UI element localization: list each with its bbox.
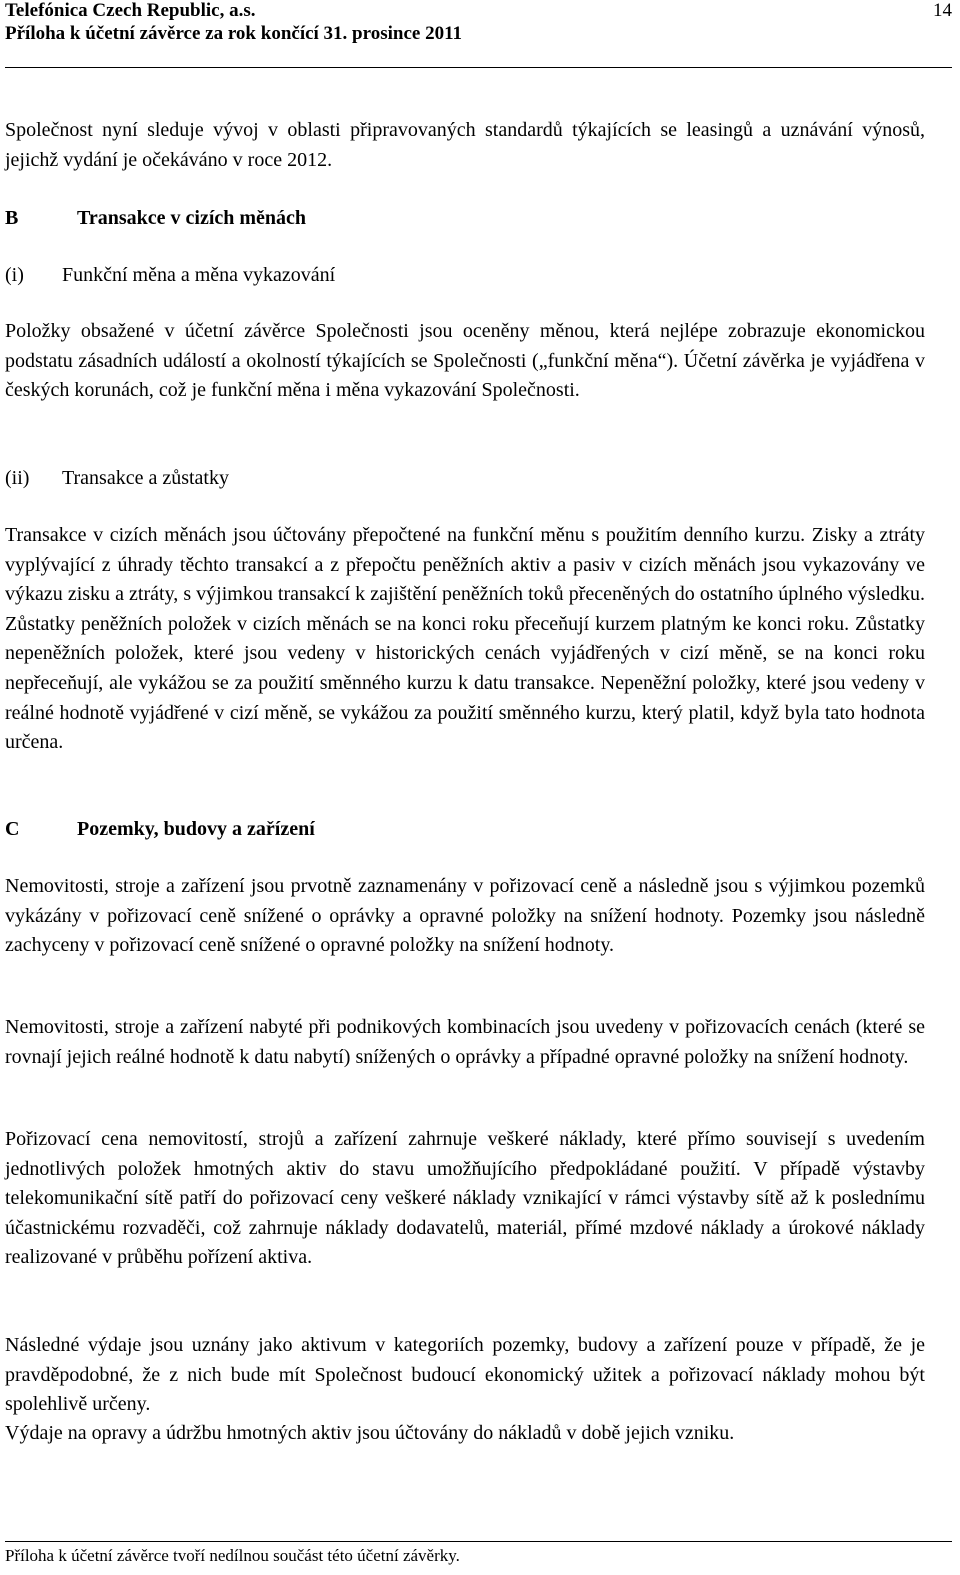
- subsection-i-title: Funkční měna a měna vykazování: [62, 264, 336, 286]
- section-c-heading: [5, 815, 315, 844]
- document-subtitle: Příloha k účetní závěrce za rok končící 31. prosince 2011: [5, 23, 463, 44]
- section-c-letter: C: [5, 818, 20, 840]
- subsection-i-marker: (i): [5, 264, 24, 286]
- subsection-ii-marker: (ii): [5, 467, 30, 489]
- subsection-ii-title: Transakce a zůstatky: [62, 467, 229, 489]
- section-c-paragraph: Následné výdaje jsou uznány jako aktivum v kategoriích pozemky, budovy a zařízení pouze v případě, že je pravděpodobné, že z nich bude mít Společnost budoucí ekonomický užitek a pořizovací náklady mohou být spolehlivě určeny.: [5, 1334, 925, 1416]
- footer-note: Příloha k účetní závěrce tvoří nedílnou součást této účetní závěrky.: [5, 1546, 460, 1565]
- section-c-paragraph: Nemovitosti, stroje a zařízení jsou prvotně zaznamenány v pořizovací ceně a následně jsou s výjimkou pozemků vykázány v pořizovací ceně snížené o oprávky a opravné položky na snížení hodnoty. Pozemky jsou následně zachyceny v pořizovací ceně snížené o opravné položky na snížení hodnoty.: [5, 875, 925, 957]
- footer-divider: [5, 1541, 952, 1542]
- subsection-ii-text: Transakce v cizích měnách jsou účtovány přepočtené na funkční měnu s použitím denního kurzu. Zisky a ztráty vyplývající z úhrady těchto transakcí a z přepočtu peněžních aktiv a pasiv v cizích měnách jsou vykazovány ve výkazu zisku a ztráty, s výjimkou transakcí k zajištění peněžních toků přeceněných do ostatního úplného výsledku. Zůstatky peněžních položek v cizích měnách se na konci roku přeceňují kurzem platným ke konci roku. Zůstatky nepeněžních položek, které jsou vedeny v historických cenách vyjádřených v cizí měně, se na konci roku nepřeceňují, ale vykážou se za použití směnného kurzu k datu transakce. Nepeněžní položky, které jsou vedeny v reálné hodnotě vyjádřené v cizí měně, se vykážou za použití směnného kurzu, který platil, když byla tato hodnota určena.: [5, 524, 925, 754]
- section-b-heading: [5, 204, 306, 233]
- intro-paragraph: Společnost nyní sleduje vývoj v oblasti připravovaných standardů týkajících se leasingů a uznávání výnosů, jejichž vydání je očekáváno v roce 2012.: [5, 119, 925, 171]
- subsection-i-text: Položky obsažené v účetní závěrce Společnosti jsou oceněny měnou, která nejlépe zobrazuje ekonomickou podstatu zásadních událostí a okolností týkajících se Společnosti („funkční měna“). Účetní závěrka je vyjádřena v českých korunách, což je funkční měna i měna vykazování Společnosti.: [5, 320, 925, 402]
- section-c-title: Pozemky, budovy a zařízení: [77, 818, 315, 840]
- section-b-title: Transakce v cizích měnách: [77, 207, 307, 229]
- company-name: Telefónica Czech Republic, a.s.: [5, 0, 256, 21]
- section-c-paragraph: Pořizovací cena nemovitostí, strojů a zařízení zahrnuje veškeré náklady, které přímo souvisejí s uvedením jednotlivých položek hmotných aktiv do stavu umožňujícího předpokládané použití. V případě výstavby telekomunikační sítě patří do pořizovací ceny veškeré náklady vznikající v rámci výstavby sítě až k poslednímu účastnickému rozvaděči, což zahrnuje náklady dodavatelů, materiál, přímé mzdové náklady a úrokové náklady realizované v průběhu pořízení aktiva.: [5, 1128, 925, 1269]
- subsection-ii-heading: [5, 464, 229, 493]
- subsection-i-heading: [5, 261, 335, 290]
- header-divider: [5, 67, 952, 68]
- section-c-paragraph: Nemovitosti, stroje a zařízení nabyté při podnikových kombinacích jsou uvedeny v pořizovacích cenách (které se rovnají jejich reálné hodnotě k datu nabytí) snížených o oprávky a případné opravné položky na snížení hodnoty.: [5, 1016, 925, 1068]
- section-c-paragraph: Výdaje na opravy a údržbu hmotných aktiv jsou účtovány do nákladů v době jejich vzniku.: [5, 1422, 735, 1444]
- page-number: 14: [933, 0, 952, 21]
- section-b-letter: B: [5, 207, 19, 229]
